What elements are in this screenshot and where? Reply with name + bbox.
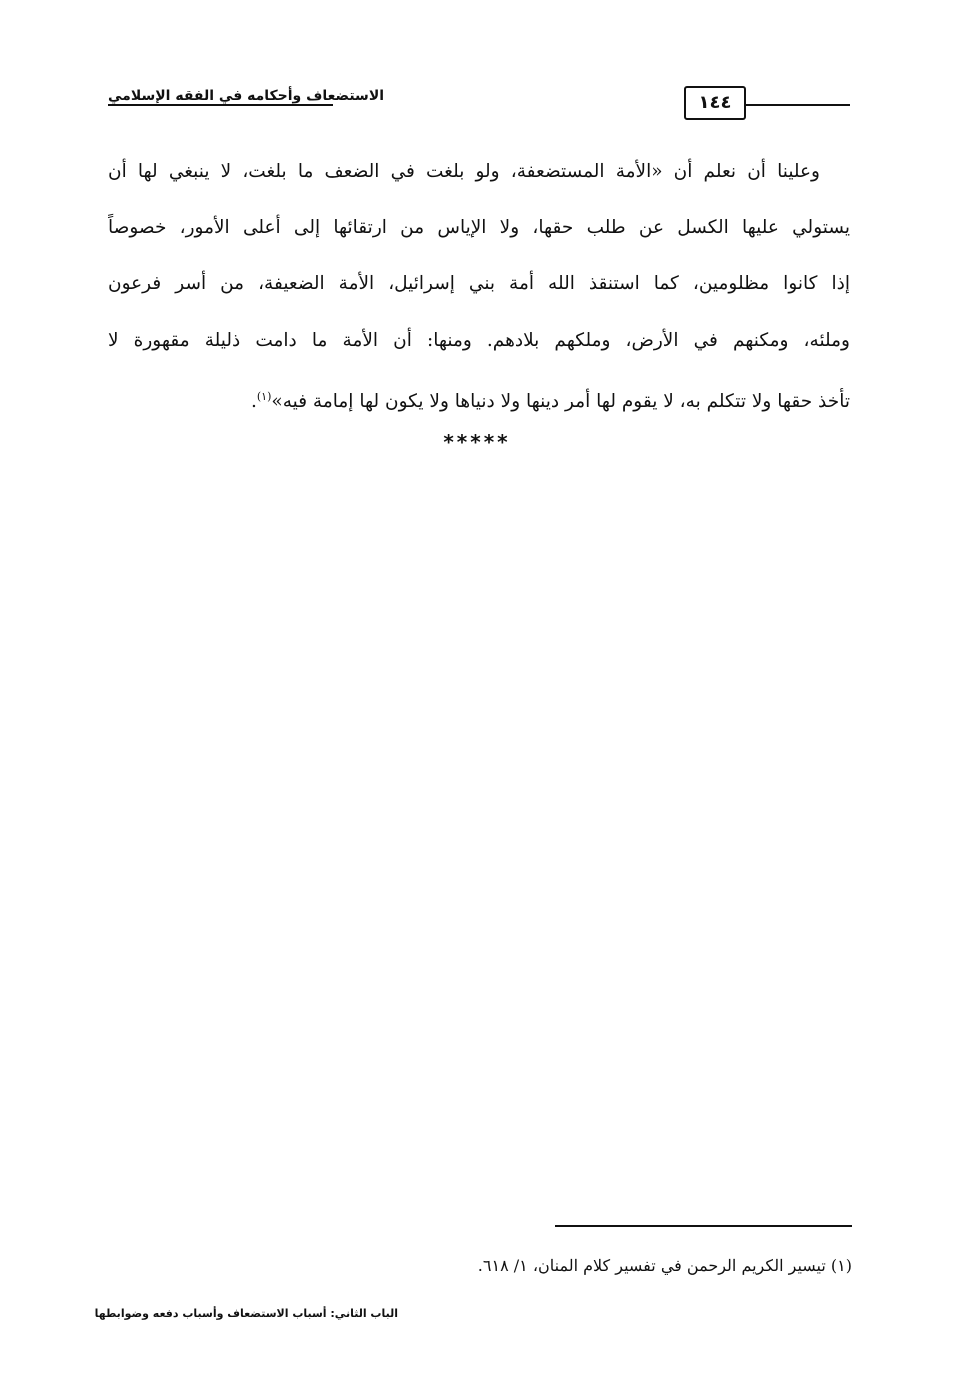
- body-line-3: إذا كانوا مظلومين، كما استنقذ الله أمة بني إسرائيل، الأمة الضعيفة، من أسر فرعون: [108, 273, 850, 295]
- section-separator: *****: [443, 430, 511, 454]
- footnote-marker: (١): [256, 389, 272, 403]
- body-paragraph: [108, 144, 850, 425]
- body-line-5: [108, 369, 850, 425]
- body-line-5-end: .: [250, 390, 257, 412]
- footnote-rule: [555, 1225, 852, 1227]
- running-header: [108, 82, 850, 126]
- footnote: (١) تيسير الكريم الرحمن في تفسير كلام المنان، ١/ ٦١٨.: [477, 1256, 852, 1275]
- running-footer: الباب الثاني: أسباب الاستضعاف وأسباب دفعه وضوابطها: [94, 1307, 398, 1320]
- body-line-4: وملئه، ومكنهم في الأرض، وملكهم بلادهم. ومنها: أن الأمة ما دامت ذليلة مقهورة لا: [108, 329, 850, 351]
- header-rule-right: [746, 104, 850, 106]
- page-number: ١٤٤: [684, 86, 746, 120]
- body-line-1: وعلينا أن نعلم أن «الأمة المستضعفة، ولو بلغت في الضعف ما بلغت، لا ينبغي لها أن: [108, 161, 820, 182]
- body-line-5-text: تأخذ حقها ولا تتكلم به، لا يقوم لها أمر دينها ولا دنياها ولا يكون لها إمامة فيه»: [271, 390, 850, 412]
- header-rule-left: [108, 104, 333, 106]
- header-title: الاستضعاف وأحكامه في الفقه الإسلامي: [108, 88, 434, 104]
- body-line-2: يستولي عليها الكسل عن طلب حقها، ولا الإياس من ارتقائها إلى أعلى الأمور، خصوصاً: [108, 217, 850, 239]
